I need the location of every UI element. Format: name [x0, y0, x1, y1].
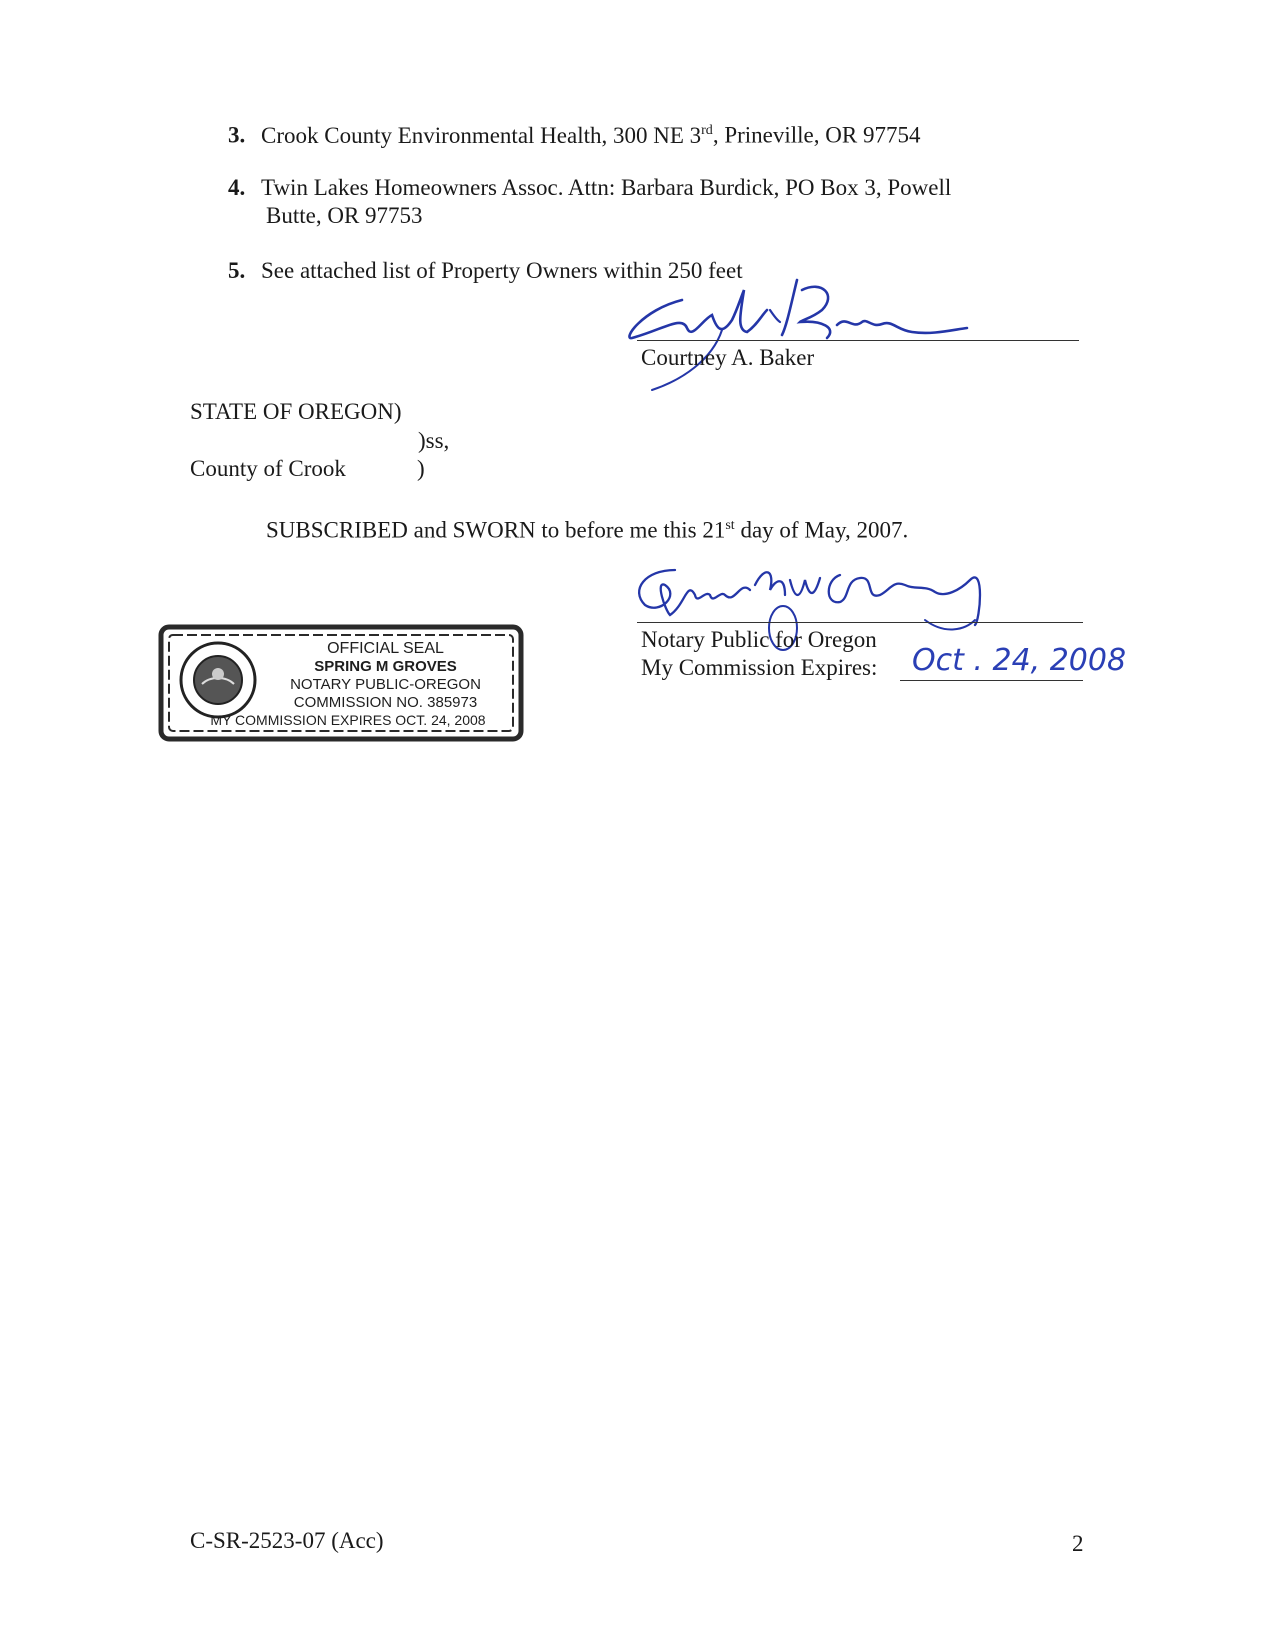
seal-line4: COMMISSION NO. 385973: [293, 694, 478, 711]
notary-seal: [158, 624, 524, 742]
list-item-3: [228, 117, 920, 150]
expires-handwritten: Oct . 24, 2008: [912, 643, 1127, 678]
jurat-text-after: day of May, 2007.: [734, 517, 909, 543]
item-number: 5.: [228, 258, 246, 283]
signer-name: Courtney A. Baker: [641, 345, 815, 370]
venue-ss: )ss,: [418, 428, 450, 453]
item-text: Crook County Environmental Health, 300 NE 3: [261, 122, 702, 148]
item-sup: rd: [701, 123, 713, 138]
venue-state: STATE OF OREGON): [190, 399, 402, 424]
list-item-4-line2: Butte, OR 97753: [266, 203, 423, 228]
item-text: See attached list of Property Owners within 250 feet: [261, 258, 743, 283]
item-line1: Twin Lakes Homeowners Assoc. Attn: Barbara Burdick, PO Box 3, Powell: [261, 175, 952, 200]
jurat-sup: st: [725, 518, 735, 533]
venue-county: County of Crook: [190, 456, 346, 481]
page-number: 2: [1072, 1531, 1084, 1556]
expires-label: My Commission Expires:: [641, 655, 878, 680]
list-item-4: [228, 174, 951, 202]
notary-signature-line: [637, 622, 1083, 623]
seal-line1: OFFICIAL SEAL: [327, 640, 444, 657]
signer-signature-line: [637, 340, 1079, 341]
seal-line2: SPRING M GROVES: [314, 658, 457, 675]
notary-title: Notary Public for Oregon: [641, 627, 877, 652]
state-seal-emblem: [178, 640, 258, 720]
item-number: 3.: [228, 122, 246, 148]
expires-line: [900, 680, 1083, 681]
seal-line3: NOTARY PUBLIC-OREGON: [290, 676, 481, 693]
item-text-after: , Prineville, OR 97754: [712, 122, 921, 148]
venue-county-paren: ): [417, 456, 425, 481]
jurat-text: SUBSCRIBED and SWORN to before me this 21: [266, 517, 726, 543]
seal-line5: MY COMMISSION EXPIRES OCT. 24, 2008: [210, 712, 486, 728]
item-number: 4.: [228, 175, 246, 200]
footer-doc-id: C-SR-2523-07 (Acc): [190, 1528, 384, 1553]
jurat: [266, 512, 908, 545]
